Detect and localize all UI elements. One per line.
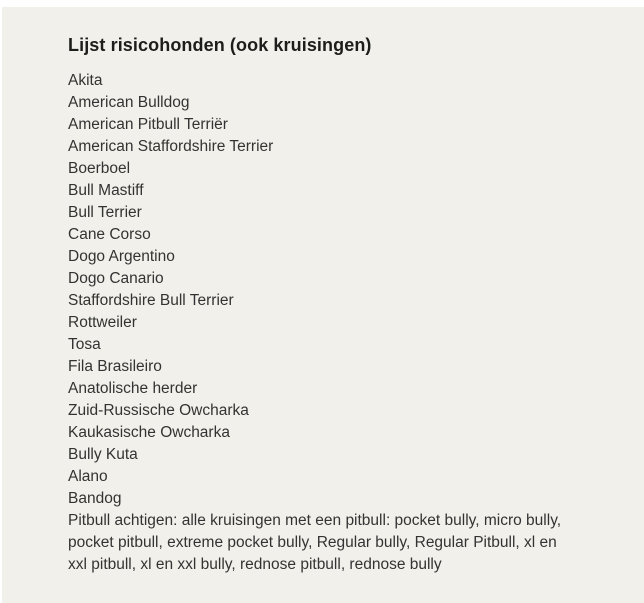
content-panel [2, 7, 644, 603]
breed-list-item: Zuid-Russische Owcharka [68, 402, 249, 419]
breed-list-item: Dogo Canario [68, 270, 164, 287]
breed-list-item: American Bulldog [68, 94, 190, 111]
breed-list-item: Rottweiler [68, 314, 137, 331]
breed-list-item: Staffordshire Bull Terrier [68, 292, 234, 309]
breed-list-item: Dogo Argentino [68, 248, 175, 265]
breed-list-item: Tosa [68, 336, 101, 353]
breed-list-item: Akita [68, 72, 103, 89]
pitbull-note: Pitbull achtigen: alle kruisingen met een pitbull: pocket bully, micro bully, pocket pitbull, extreme pocket bully, Regular bully, Regular Pitbull, xl en xxl pitbull, xl en xxl bully, rednose pitbull, rednose bully [68, 512, 562, 573]
breed-list-item: Bull Terrier [68, 204, 142, 221]
breed-list-item: American Pitbull Terriër [68, 116, 228, 133]
breed-list-item: Boerboel [68, 160, 131, 177]
breed-list-item: Bully Kuta [68, 446, 138, 463]
breed-list-item: Cane Corso [68, 226, 151, 243]
breed-list [68, 70, 604, 510]
content-area [2, 7, 644, 576]
breed-list-item: Alano [68, 468, 108, 485]
breed-list-item: Bandog [68, 490, 122, 507]
breed-list-item: American Staffordshire Terrier [68, 138, 274, 155]
breed-list-item: Bull Mastiff [68, 182, 144, 199]
page-title: Lijst risicohonden (ook kruisingen) [68, 35, 372, 55]
breed-list-item: Fila Brasileiro [68, 358, 162, 375]
breed-list-item: Anatolische herder [68, 380, 198, 397]
breed-list-item: Kaukasische Owcharka [68, 424, 230, 441]
